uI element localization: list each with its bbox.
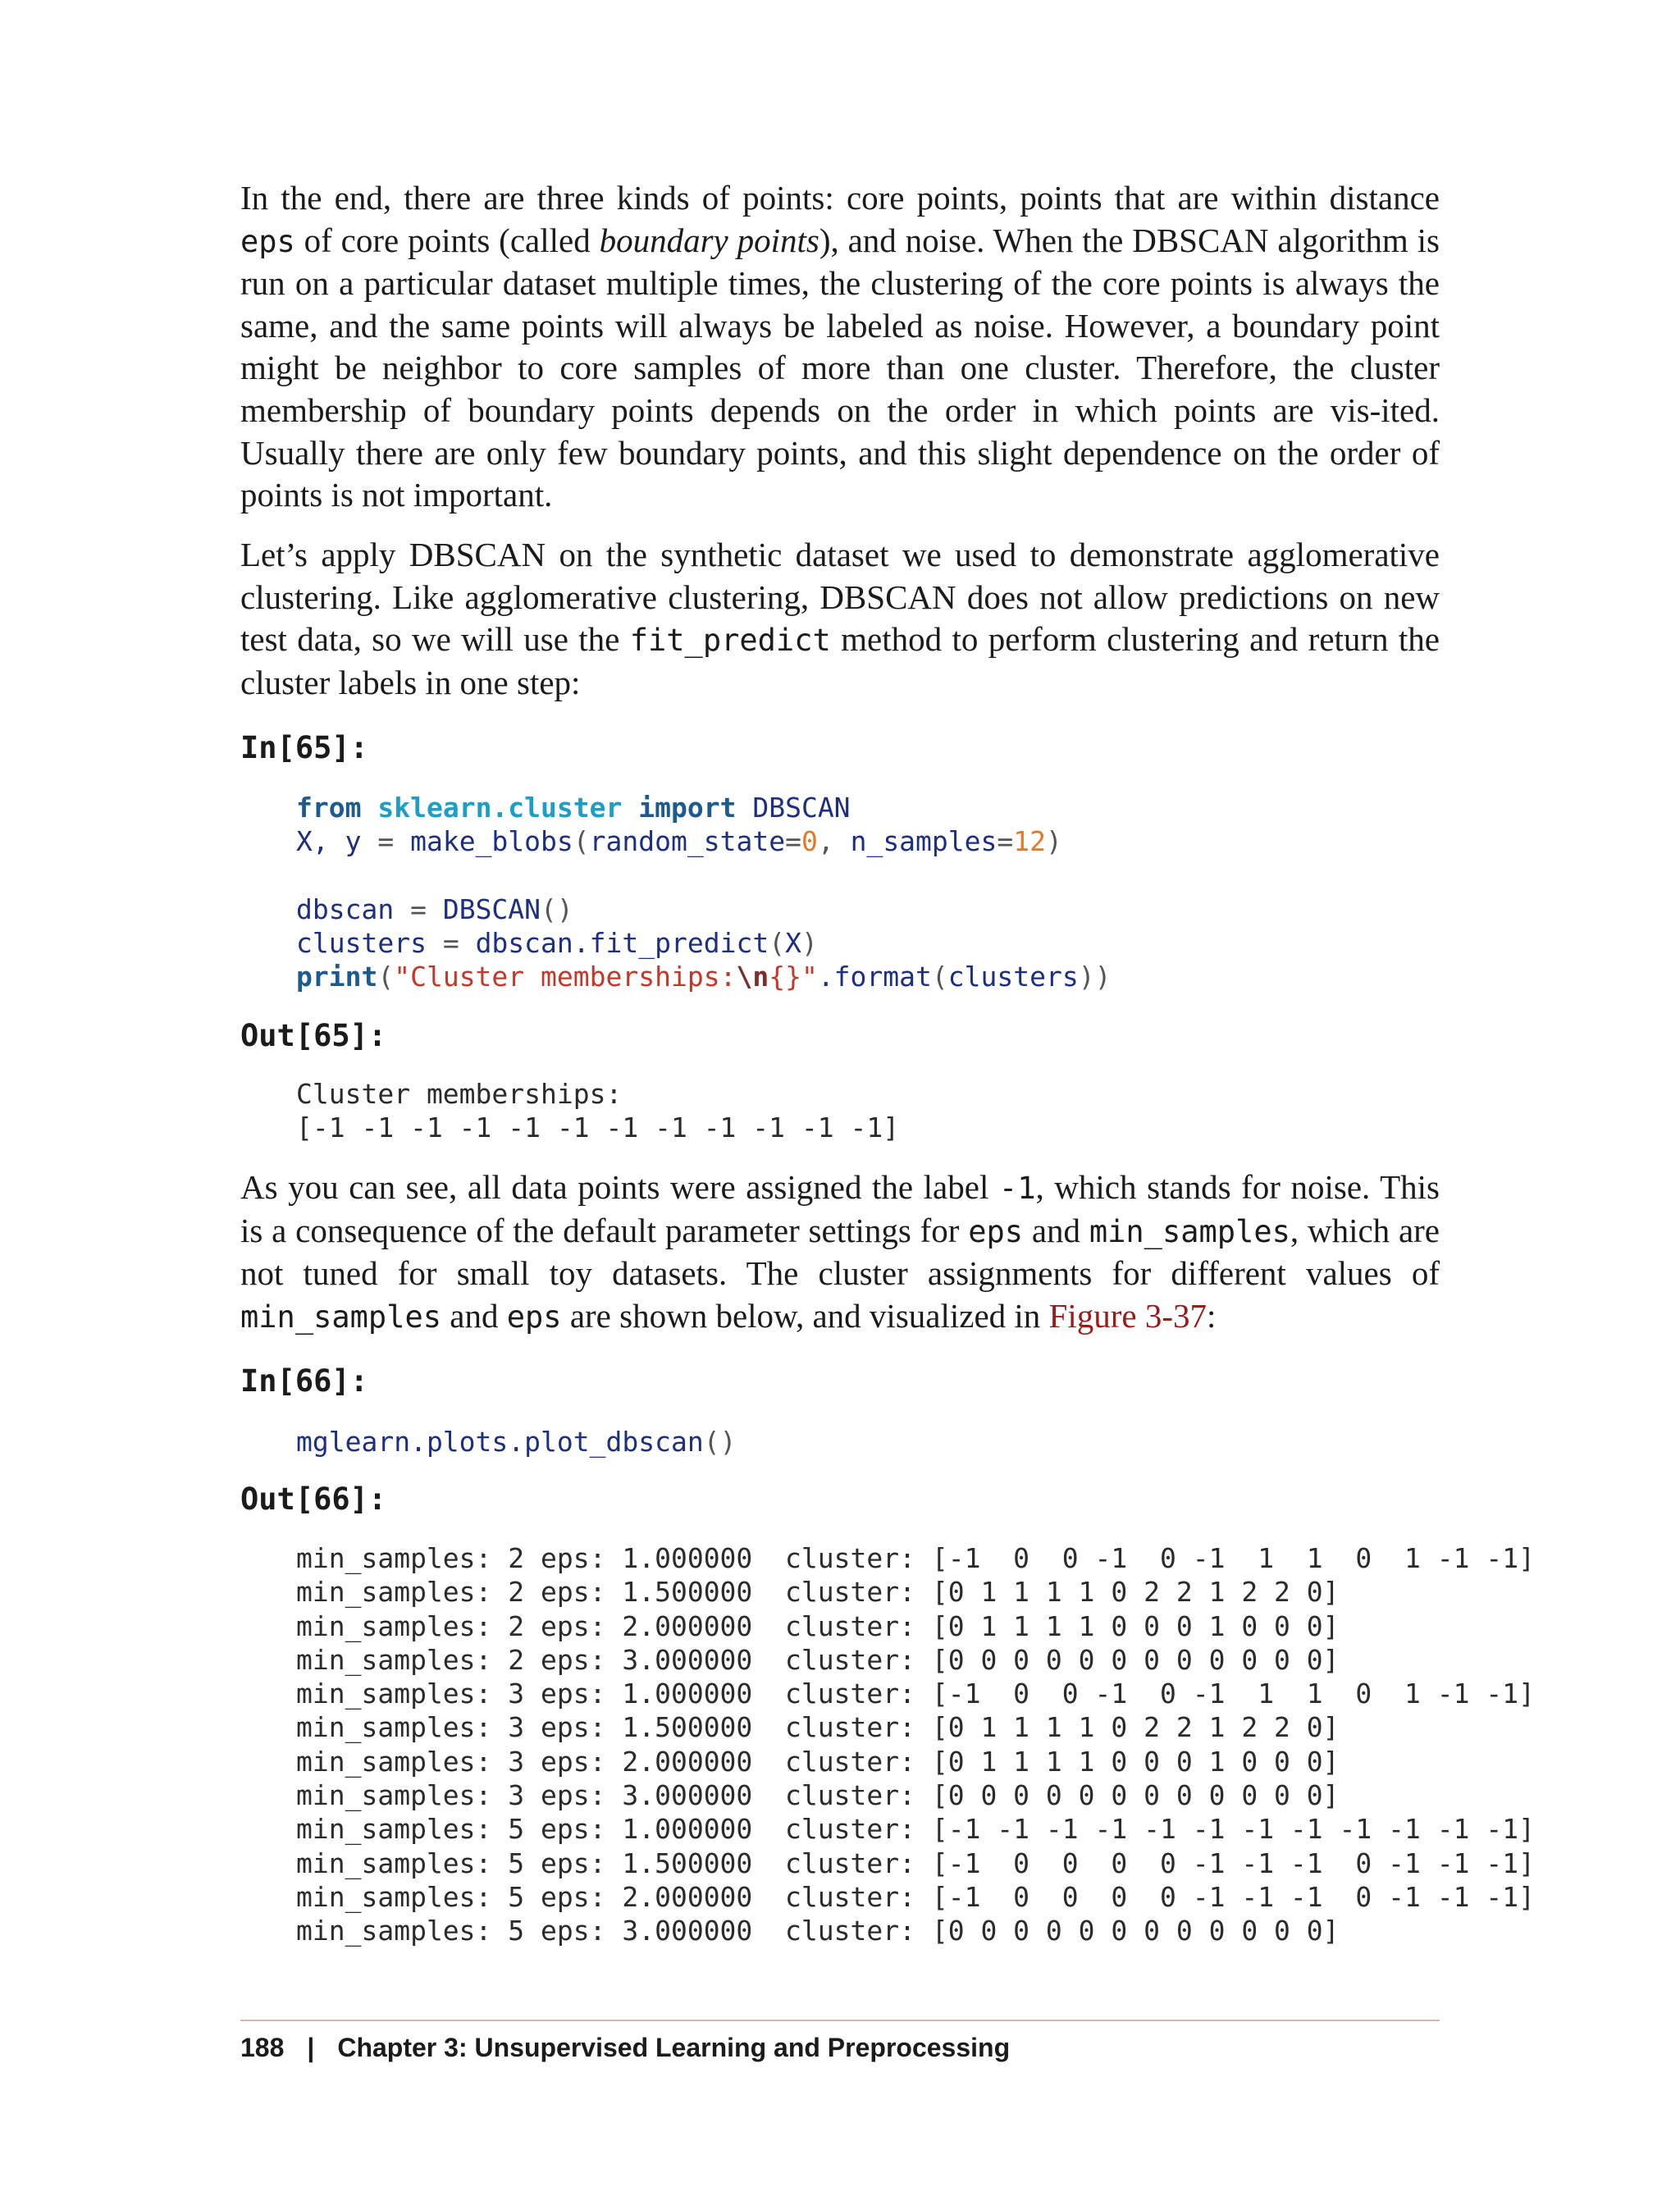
identifier: X, y bbox=[296, 825, 362, 858]
text: , which stands for noise. This is a consequence of the default parameter settings for bbox=[240, 1168, 1440, 1249]
footer-divider bbox=[240, 2020, 1440, 2021]
escape-sequence: \n bbox=[736, 961, 769, 993]
output-line: min_samples: 2 eps: 1.500000 cluster: [0 1 1 1 1 0 2 2 1 2 2 0] bbox=[296, 1576, 1340, 1609]
code-line bbox=[296, 1425, 736, 1459]
input-prompt-65: In[65]: bbox=[240, 730, 368, 765]
code-line bbox=[296, 892, 1111, 926]
output-line: [-1 -1 -1 -1 -1 -1 -1 -1 -1 -1 -1 -1] bbox=[296, 1112, 900, 1144]
string-literal: {}" bbox=[769, 961, 818, 993]
punctuation: ) bbox=[801, 927, 818, 960]
operator: = bbox=[394, 892, 443, 925]
text: method to perform clustering and return the cluster labels in one step: bbox=[240, 620, 1440, 701]
punctuation: ( bbox=[573, 825, 590, 858]
identifier: clusters bbox=[296, 927, 427, 960]
operator: = bbox=[997, 825, 1014, 858]
output-block-out66 bbox=[296, 1541, 1535, 1948]
code-line bbox=[296, 791, 1111, 824]
keyword: import bbox=[638, 792, 737, 824]
code-block-in66 bbox=[296, 1425, 736, 1459]
output-line: min_samples: 3 eps: 3.000000 cluster: [0 0 0 0 0 0 0 0 0 0 0 0] bbox=[296, 1779, 1340, 1812]
inline-code-eps: eps bbox=[240, 223, 295, 259]
text: and bbox=[1023, 1211, 1089, 1249]
text: In the end, there are three kinds of points: core points, points that are within distance bbox=[240, 179, 1440, 217]
punctuation: ( bbox=[377, 961, 395, 993]
inline-code-fit-predict: fit_predict bbox=[629, 623, 831, 659]
output-line: min_samples: 5 eps: 3.000000 cluster: [0 0 0 0 0 0 0 0 0 0 0 0] bbox=[296, 1915, 1340, 1947]
output-prompt-65: Out[65]: bbox=[240, 1018, 387, 1053]
page-number: 188 bbox=[240, 2033, 285, 2062]
output-prompt-66: Out[66]: bbox=[240, 1481, 387, 1517]
code-block-in65 bbox=[296, 791, 1111, 994]
text: As you can see, all data points were assigned the label bbox=[240, 1168, 999, 1206]
emphasis-boundary-points: boundary points bbox=[599, 221, 819, 259]
identifier: clusters bbox=[947, 961, 1079, 993]
punctuation: )) bbox=[1078, 961, 1112, 993]
text: Let’s apply DBSCAN on the synthetic dataset we used to demonstrate agglomerative clustering. Like agglomerative clustering, DBSCAN does not allow predictions on new test data, so we will use the bbox=[240, 536, 1440, 659]
operator: = bbox=[426, 927, 476, 960]
code-line bbox=[296, 824, 1111, 858]
input-prompt-66: In[66]: bbox=[240, 1363, 368, 1399]
operator: = bbox=[785, 825, 801, 858]
inline-code-eps: eps bbox=[506, 1299, 562, 1335]
page-footer bbox=[240, 2031, 1010, 2064]
text: are shown below, and visualized in bbox=[561, 1296, 1049, 1335]
output-line: min_samples: 3 eps: 1.500000 cluster: [0 1 1 1 1 0 2 2 1 2 2 0] bbox=[296, 1711, 1340, 1744]
method-call: mglearn.plots.plot_dbscan bbox=[296, 1426, 704, 1458]
punctuation: () bbox=[703, 1426, 737, 1458]
text: of core points (called bbox=[294, 221, 600, 259]
inline-code-eps: eps bbox=[968, 1213, 1024, 1249]
paragraph-boundary-points bbox=[240, 177, 1440, 517]
text: ), and noise. When the DBSCAN algorithm is run on a particular dataset multiple times, the clustering of the core points is always the same, and the same points will always be labeled as noise. However, a boundary point might be neighbor to core samples of more than one cluster. Therefore, the cluster membership of boundary points depends on the order in which points are vis-ited. Usually there are only few boundary points, and this slight dependence on the order of points is not important. bbox=[240, 221, 1440, 514]
chapter-title: Chapter 3: Unsupervised Learning and Preprocessing bbox=[337, 2033, 1011, 2062]
identifier: DBSCAN bbox=[752, 792, 851, 824]
figure-link[interactable]: Figure 3-37 bbox=[1048, 1296, 1207, 1335]
identifier: X bbox=[785, 927, 801, 960]
output-line: min_samples: 2 eps: 1.000000 cluster: [-1 0 0 -1 0 -1 1 1 0 1 -1 -1] bbox=[296, 1542, 1535, 1574]
builtin-print: print bbox=[296, 961, 378, 993]
punctuation: () bbox=[541, 892, 573, 925]
output-line: Cluster memberships: bbox=[296, 1078, 623, 1110]
number-literal: 0 bbox=[801, 825, 818, 858]
blank-line bbox=[296, 859, 1111, 892]
method-call: .format bbox=[817, 961, 932, 993]
code-line bbox=[296, 926, 1111, 960]
number-literal: 12 bbox=[1013, 825, 1047, 858]
argument-name: n_samples bbox=[850, 825, 998, 858]
punctuation: ( bbox=[769, 927, 786, 960]
output-block-out65 bbox=[296, 1077, 899, 1145]
method-call: dbscan.fit_predict bbox=[475, 927, 769, 960]
inline-code-minus-one: -1 bbox=[998, 1171, 1036, 1206]
module-name: sklearn.cluster bbox=[377, 792, 623, 824]
output-line: min_samples: 5 eps: 1.000000 cluster: [-1 -1 -1 -1 -1 -1 -1 -1 -1 -1 -1 -1] bbox=[296, 1813, 1535, 1846]
output-line: min_samples: 2 eps: 3.000000 cluster: [0 0 0 0 0 0 0 0 0 0 0 0] bbox=[296, 1643, 1340, 1676]
function-name: DBSCAN bbox=[442, 892, 541, 925]
inline-code-min-samples: min_samples bbox=[240, 1299, 442, 1335]
code-line bbox=[296, 960, 1111, 993]
keyword: from bbox=[296, 792, 362, 824]
output-line: min_samples: 3 eps: 1.000000 cluster: [-1 0 0 -1 0 -1 1 1 0 1 -1 -1] bbox=[296, 1678, 1535, 1710]
output-line: min_samples: 2 eps: 2.000000 cluster: [0 1 1 1 1 0 0 0 1 0 0 0] bbox=[296, 1609, 1340, 1642]
output-line: min_samples: 5 eps: 1.500000 cluster: [-1 0 0 0 0 -1 -1 -1 0 -1 -1 -1] bbox=[296, 1847, 1535, 1879]
text: and bbox=[441, 1296, 507, 1335]
string-literal: "Cluster memberships: bbox=[394, 961, 737, 993]
paragraph-noise-explanation bbox=[240, 1166, 1440, 1338]
punctuation: ( bbox=[931, 961, 948, 993]
paragraph-apply-dbscan bbox=[240, 534, 1440, 704]
text: , which are not tuned for small toy datasets. The cluster assignments for different values of bbox=[240, 1211, 1440, 1293]
output-line: min_samples: 3 eps: 2.000000 cluster: [0 1 1 1 1 0 0 0 1 0 0 0] bbox=[296, 1745, 1340, 1778]
text: : bbox=[1207, 1296, 1217, 1335]
identifier: dbscan bbox=[296, 892, 395, 925]
punctuation: ) bbox=[1046, 825, 1062, 858]
inline-code-min-samples: min_samples bbox=[1089, 1213, 1290, 1249]
operator: = bbox=[361, 825, 411, 858]
output-line: min_samples: 5 eps: 2.000000 cluster: [-1 0 0 0 0 -1 -1 -1 0 -1 -1 -1] bbox=[296, 1880, 1535, 1913]
footer-separator: | bbox=[307, 2033, 315, 2062]
function-name: make_blobs bbox=[410, 825, 573, 858]
argument-name: random_state bbox=[589, 825, 786, 858]
punctuation: , bbox=[817, 825, 851, 858]
